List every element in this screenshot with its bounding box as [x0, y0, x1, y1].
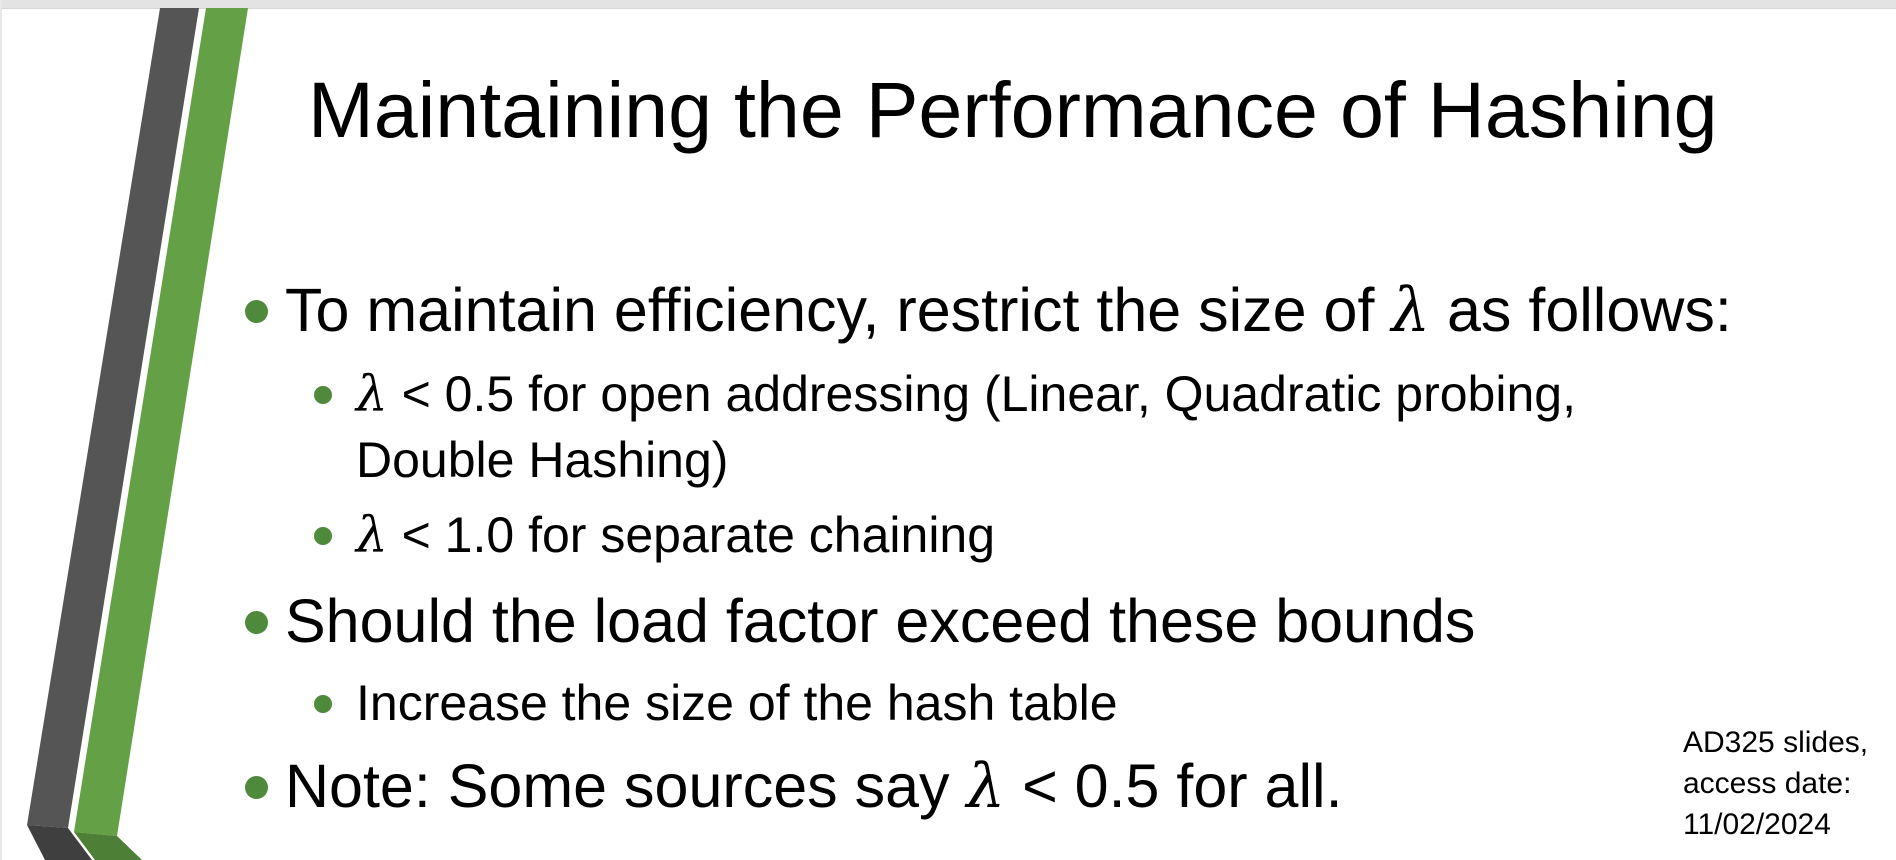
source-note-line: 11/02/2024 [1683, 808, 1831, 841]
bullet-load-factor: Should the load factor exceed these bounds [285, 585, 1475, 657]
bullet-dot [245, 776, 268, 799]
lambda-symbol: λ [356, 506, 388, 564]
bullet-efficiency: To maintain efficiency, restrict the size of λ as follows: [285, 274, 1732, 347]
decorative-stripes [0, 0, 260, 860]
subbullet-increase-size: Increase the size of the hash table [356, 671, 1118, 735]
lambda-symbol: λ [966, 751, 1006, 822]
lambda-symbol: λ [356, 365, 388, 423]
subbullet-open-addressing-continued: Double Hashing) [356, 432, 729, 488]
slide-title: Maintaining the Performance of Hashing [308, 65, 1718, 154]
source-note [1683, 722, 1868, 845]
bullet-dot [314, 386, 332, 404]
subbullet-separate-chaining: λ < 1.0 for separate chaining [356, 503, 995, 567]
bullet-dot [245, 300, 268, 323]
window-top-border [0, 0, 1896, 9]
bullet-note: Note: Some sources say λ < 0.5 for all. [285, 750, 1343, 823]
lambda-symbol: λ [1391, 275, 1431, 346]
bullet-dot [245, 611, 268, 634]
source-note-line: access date: [1683, 767, 1852, 800]
source-note-line: AD325 slides, [1683, 726, 1869, 759]
subbullet-open-addressing: λ < 0.5 for open addressing (Linear, Quadratic probing, [356, 362, 1576, 426]
bullet-dot [314, 527, 332, 545]
bullet-dot [314, 695, 332, 713]
